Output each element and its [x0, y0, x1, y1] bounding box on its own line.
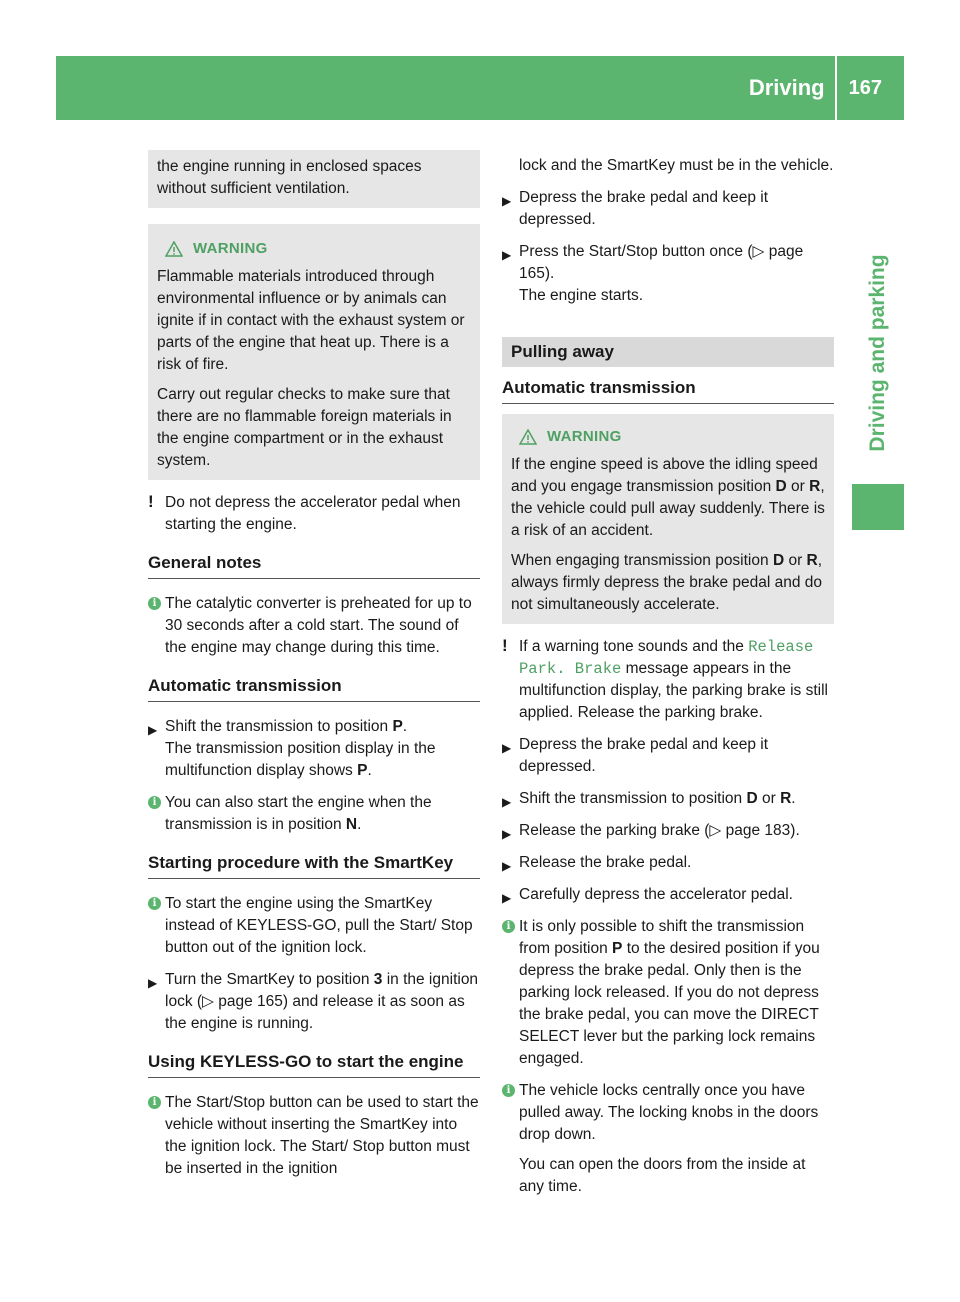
- step-text: Shift the transmission to position D or R.: [519, 790, 796, 807]
- heading-automatic-transmission: Automatic transmission: [148, 675, 480, 702]
- step-item: [502, 788, 834, 810]
- info-item: [148, 893, 480, 959]
- step-text: Depress the brake pedal and keep it depressed.: [519, 189, 769, 228]
- info-icon: i: [148, 897, 161, 910]
- step-text: lock and the SmartKey must be in the vehicle.: [519, 157, 834, 174]
- arrow-icon: ▶: [148, 723, 158, 737]
- header-text: [749, 56, 904, 120]
- step-text: Release the brake pedal.: [519, 854, 692, 871]
- step-item: [502, 852, 834, 874]
- info-icon: i: [148, 796, 161, 809]
- step-result: The transmission position display in the multifunction display shows P.: [165, 740, 436, 779]
- info-text: The catalytic converter is preheated for up to 30 seconds after a cold start. The sound of the engine may change during this time.: [165, 595, 472, 656]
- info-text: You can also start the engine when the transmission is in position N.: [165, 794, 432, 833]
- step-text: Depress the brake pedal and keep it depressed.: [519, 736, 769, 775]
- warning-title: [511, 426, 826, 448]
- info-icon: i: [148, 597, 161, 610]
- right-column: [502, 150, 834, 1198]
- left-column: [148, 150, 480, 1180]
- note-item: [502, 636, 834, 724]
- step-item: [148, 716, 480, 782]
- side-tab-marker: [852, 484, 904, 530]
- exclamation-icon: !: [502, 636, 508, 655]
- page-number: 167: [848, 76, 882, 99]
- warning-title: [157, 238, 472, 260]
- info-item: [502, 1080, 834, 1198]
- info-icon: i: [148, 1096, 161, 1109]
- note-text: If a warning tone sounds and the Release Park. Brake message appears in the multifunction display, the parking brake is still applied. Release the parking brake.: [519, 638, 828, 721]
- step-text: Turn the SmartKey to position 3 in the ignition lock (▷ page 165) and release it as soon as the engine is running.: [165, 971, 479, 1032]
- warning-paragraph: Flammable materials introduced through environmental influence or by animals can ignite if in contact with the exhaust system or parts of the engine that heat up. There is a risk of fire.: [157, 268, 465, 373]
- info-text: The vehicle locks centrally once you have pulled away. The locking knobs in the doors drop down.: [519, 1082, 819, 1143]
- step-item: [502, 241, 834, 307]
- warning-triangle-icon: [519, 429, 537, 445]
- heading-keyless-go: Using KEYLESS-GO to start the engine: [148, 1051, 480, 1078]
- step-item: [148, 969, 480, 1035]
- info-text: To start the engine using the SmartKey instead of KEYLESS-GO, pull the Start/ Stop button out of the ignition lock.: [165, 895, 473, 956]
- step-item: [502, 884, 834, 906]
- arrow-icon: ▶: [502, 891, 512, 905]
- side-tab: [852, 250, 904, 455]
- step-text: Press the Start/Stop button once (▷ page 165).: [519, 243, 804, 282]
- step-item: [502, 820, 834, 842]
- info-item: [148, 792, 480, 836]
- info-text: The Start/Stop button can be used to start the vehicle without inserting the SmartKey into the ignition lock. The Start/ Stop button must be inserted in the ignition: [165, 1094, 479, 1177]
- heading-automatic-transmission: Automatic transmission: [502, 377, 834, 404]
- info-icon: i: [502, 920, 515, 933]
- step-item: [502, 734, 834, 778]
- info-item: [148, 1092, 480, 1180]
- arrow-icon: ▶: [502, 859, 512, 873]
- warning-label: WARNING: [193, 240, 268, 257]
- step-item: [502, 187, 834, 231]
- side-tab-label: Driving and parking: [866, 253, 889, 452]
- step-result: The engine starts.: [519, 287, 644, 304]
- arrow-icon: ▶: [502, 795, 512, 809]
- step-text: Carefully depress the accelerator pedal.: [519, 886, 793, 903]
- warning-triangle-icon: [165, 241, 183, 257]
- heading-smartkey: Starting procedure with the SmartKey: [148, 852, 480, 879]
- info-item: [148, 593, 480, 659]
- warning-label: WARNING: [547, 428, 622, 445]
- heading-general-notes: General notes: [148, 552, 480, 579]
- warning-paragraph: If the engine speed is above the idling speed and you engage transmission position D or R, the vehicle could pull away suddenly. There is a risk of an accident.: [511, 456, 825, 539]
- section-title: Driving: [748, 75, 825, 100]
- warning-paragraph: When engaging transmission position D or R, always firmly depress the brake pedal and do not simultaneously accelerate.: [511, 552, 823, 613]
- heading-pulling-away: Pulling away: [502, 337, 834, 367]
- note-text: Do not depress the accelerator pedal when starting the engine.: [165, 494, 461, 533]
- info-icon: i: [502, 1084, 515, 1097]
- arrow-icon: ▶: [148, 976, 158, 990]
- arrow-icon: ▶: [502, 827, 512, 841]
- display-message: Release Park. Brake: [519, 638, 814, 678]
- arrow-icon: ▶: [502, 248, 512, 262]
- info-text: It is only possible to shift the transmission from position P to the desired position if you depress the brake pedal. Only then is the parking lock released. If you do not depress the brake pedal, you can move the DIRECT SELECT lever but the parking lock remains engaged.: [519, 918, 820, 1067]
- info-text: You can open the doors from the inside at any time.: [519, 1156, 806, 1195]
- step-text: Shift the transmission to position P.: [165, 718, 408, 735]
- warning-box-flammable: [148, 224, 480, 480]
- exclamation-icon: !: [148, 492, 154, 511]
- continued-warning-box: [148, 150, 480, 208]
- header-bar: [56, 56, 904, 120]
- step-continuation: [502, 155, 834, 177]
- continued-warning-text: the engine running in enclosed spaces without sufficient ventilation.: [157, 158, 422, 197]
- arrow-icon: ▶: [502, 194, 512, 208]
- note-item: [148, 492, 480, 536]
- warning-paragraph: Carry out regular checks to make sure that there are no flammable foreign materials in the engine compartment or in the exhaust system.: [157, 386, 452, 469]
- warning-box-pull-away: [502, 414, 834, 624]
- arrow-icon: ▶: [502, 741, 512, 755]
- step-text: Release the parking brake (▷ page 183).: [519, 822, 800, 839]
- info-item: [502, 916, 834, 1070]
